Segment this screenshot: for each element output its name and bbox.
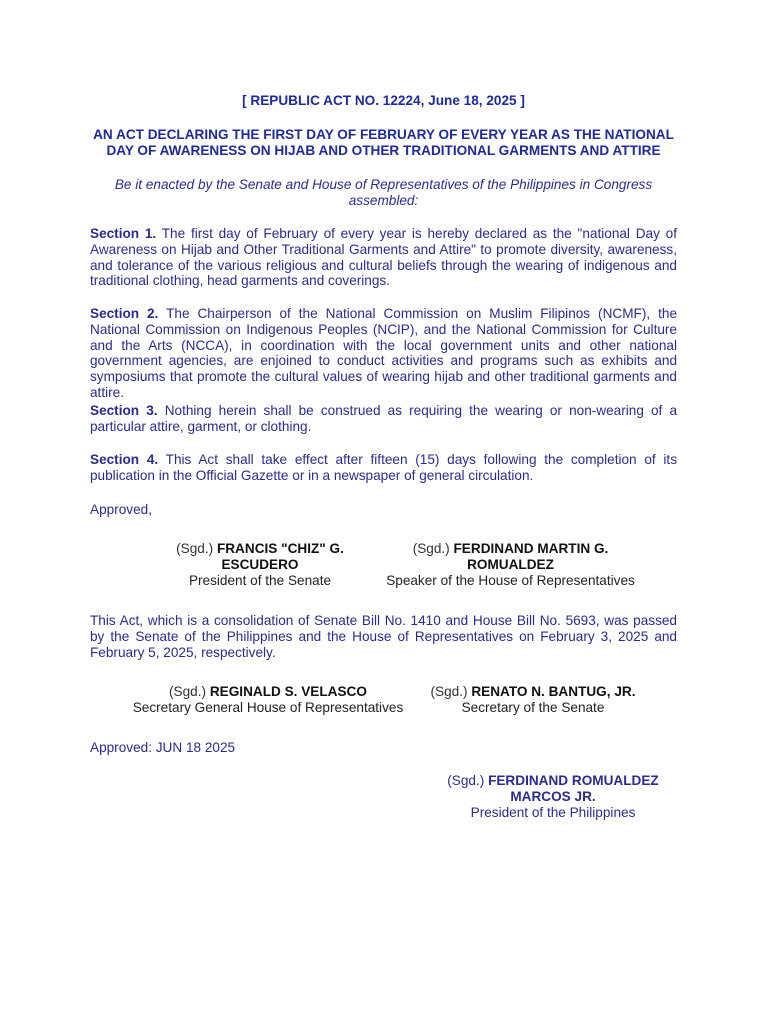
signatory-name: FERDINAND ROMUALDEZ	[488, 773, 659, 788]
section-3-text: Nothing herein shall be construed as requiring the wearing or non-wearing of a particular attire, garment, or clothing.	[90, 403, 678, 434]
signatory-name-cont: ROMUALDEZ	[467, 556, 554, 572]
signatory-name-cont: ESCUDERO	[221, 556, 299, 572]
section-3-label: Section 3.	[90, 403, 158, 418]
signature-house-secretary-general	[123, 684, 413, 716]
signatory-name-cont: MARCOS JR.	[510, 788, 596, 804]
act-number: [ REPUBLIC ACT NO. 12224, June 18, 2025 ]	[242, 93, 525, 108]
section-1-text: The first day of February of every year is hereby declared as the "national Day of Awareness on Hijab and Other Traditional Garments and Attire" to promote diversity, awareness, and tolerance of the various religious and cultural beliefs through the wearing of indigenous and traditional clothing, head garments and coverings.	[90, 226, 678, 289]
signatory-role: Secretary General House of Representatives	[132, 699, 404, 715]
consolidation-note: This Act, which is a consolidation of Senate Bill No. 1410 and House Bill No. 5693, was passed by the Senate of the Philippines and the House of Representatives on February 3, 2025 and February 5, 2025, respectively.	[90, 613, 677, 660]
sgd-mark: (Sgd.)	[412, 541, 450, 556]
act-title-line-1: AN ACT DECLARING THE FIRST DAY OF FEBRUARY OF EVERY YEAR AS THE NATIONAL	[93, 127, 674, 142]
section-4	[90, 452, 677, 484]
signatory-role: President of the Philippines	[470, 804, 636, 820]
section-1-label: Section 1.	[90, 226, 157, 241]
signatory-name: RENATO N. BANTUG, JR.	[471, 684, 636, 699]
section-4-label: Section 4.	[90, 452, 159, 467]
signature-senate-secretary	[418, 684, 648, 716]
signatory-name: FERDINAND MARTIN G.	[453, 541, 609, 556]
signature-president	[438, 773, 668, 820]
sgd-mark: (Sgd.)	[169, 684, 207, 699]
sgd-mark: (Sgd.)	[430, 684, 468, 699]
signature-senate-president	[150, 541, 370, 588]
sgd-mark: (Sgd.)	[176, 541, 214, 556]
signatory-role: President of the Senate	[188, 572, 332, 588]
section-2	[90, 306, 677, 401]
section-2-label: Section 2.	[90, 306, 159, 321]
enacting-clause: Be it enacted by the Senate and House of Representatives of the Philippines in Congress assembled:	[114, 177, 653, 208]
act-title	[90, 127, 677, 159]
approval-date: Approved: JUN 18 2025	[90, 740, 236, 755]
signatory-role: Speaker of the House of Representatives	[386, 572, 635, 588]
act-title-line-2: DAY OF AWARENESS ON HIJAB AND OTHER TRADITIONAL GARMENTS AND ATTIRE	[106, 142, 661, 158]
sgd-mark: (Sgd.)	[447, 773, 485, 788]
approved-label: Approved,	[90, 502, 152, 517]
signatory-role: Secretary of the Senate	[461, 699, 605, 715]
signature-house-speaker	[378, 541, 643, 588]
section-1	[90, 226, 677, 289]
section-2-text: The Chairperson of the National Commission on Muslim Filipinos (NCMF), the National Commission on Indigenous Peoples (NCIP), and the National Commission for Culture and the Arts (NCCA), in coordination with the local government units and other national government agencies, are enjoined to conduct activities and programs such as exhibits and symposiums that promote the cultural values of wearing hijab and other traditional garments and attire.	[90, 306, 677, 400]
signatory-name: FRANCIS "CHIZ" G.	[216, 541, 344, 556]
signatory-name: REGINALD S. VELASCO	[209, 684, 367, 699]
section-4-text: This Act shall take effect after fifteen (15) days following the completion of its publication in the Official Gazette or in a newspaper of general circulation.	[90, 452, 678, 483]
section-3	[90, 403, 677, 435]
